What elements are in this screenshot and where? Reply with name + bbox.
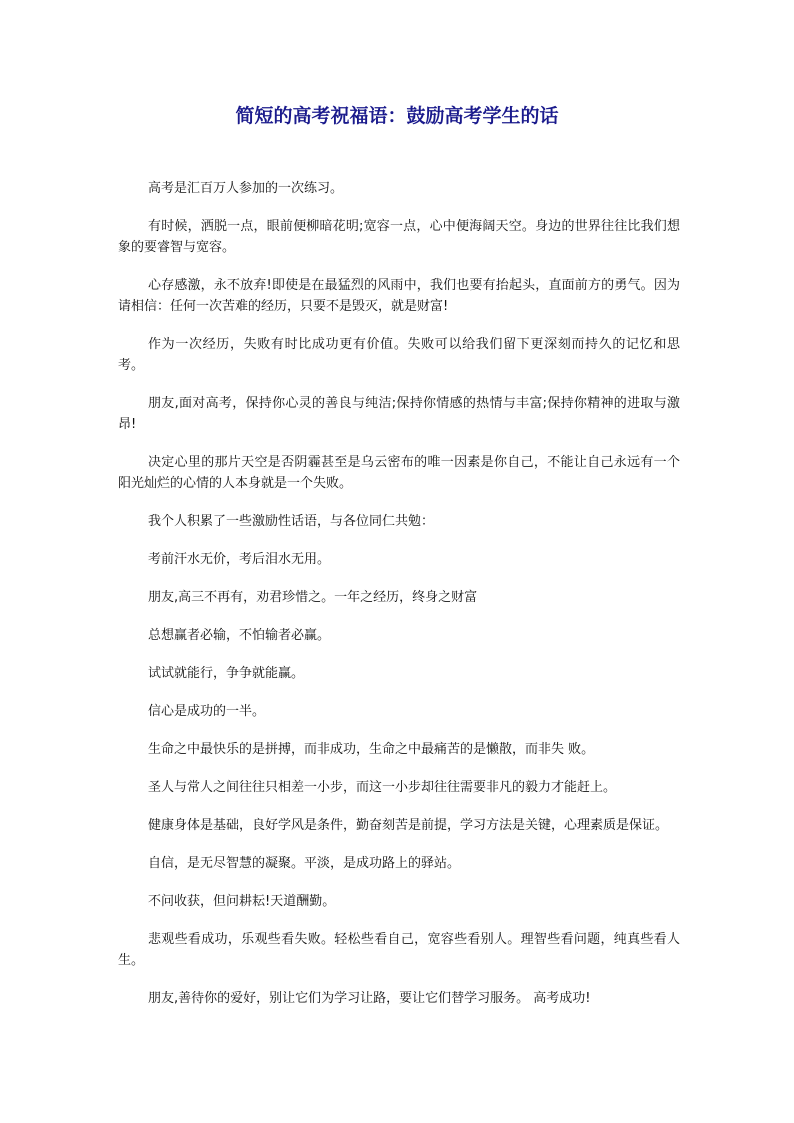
paragraph: 朋友,善待你的爱好，别让它们为学习让路，要让它们替学习服务。 高考成功! [148,991,591,1006]
document-title: 简短的高考祝福语：鼓励高考学生的话 [235,105,559,127]
paragraph: 悲观些看成功，乐观些看失败。轻松些看自己，宽容些看别人。理智些看问题，纯真些看人生。 [118,932,680,968]
paragraph: 作为一次经历，失败有时比成功更有价值。失败可以给我们留下更深刻而持久的记忆和思考。 [118,337,680,373]
paragraph: 信心是成功的一半。 [148,704,266,719]
paragraph: 生命之中最快乐的是拼搏，而非成功，生命之中最痛苦的是懒散，而非失 败。 [148,742,595,757]
paragraph: 心存感激，永不放弃!即使是在最猛烈的风雨中，我们也要有抬起头，直面前方的勇气。因为请相信：任何一次苦难的经历，只要不是毁灭，就是财富! [118,278,680,314]
document-body [118,178,680,1026]
paragraph: 健康身体是基础，良好学风是条件，勤奋刻苦是前提，学习方法是关键，心理素质是保证。 [148,818,669,833]
paragraph: 高考是汇百万人参加的一次练习。 [148,181,344,196]
paragraph: 圣人与常人之间往往只相差一小步，而这一小步却往往需要非凡的毅力才能赶上。 [148,780,617,795]
paragraph: 总想赢者必输，不怕输者必赢。 [148,628,331,643]
paragraph: 决定心里的那片天空是否阴霾甚至是乌云密布的唯一因素是你自己，不能让自己永远有一个阳光灿烂的心情的人本身就是一个失败。 [118,455,680,491]
paragraph: 不问收获，但问耕耘!天道酬勤。 [148,894,336,909]
paragraph: 我个人积累了一些激励性话语，与各位同仁共勉： [148,514,435,529]
paragraph: 朋友,面对高考，保持你心灵的善良与纯洁;保持你情感的热情与丰富;保持你精神的进取与激昂! [118,396,680,432]
paragraph: 试试就能行，争争就能赢。 [148,666,305,681]
paragraph: 朋友,高三不再有，劝君珍惜之。一年之经历，终身之财富 [148,590,478,605]
paragraph: 自信，是无尽智慧的凝聚。平淡，是成功路上的驿站。 [148,856,461,871]
paragraph: 考前汗水无价，考后泪水无用。 [148,552,331,567]
paragraph: 有时候，洒脱一点，眼前便柳暗花明;宽容一点，心中便海阔天空。身边的世界往往比我们想象的要睿智与宽容。 [118,219,680,255]
